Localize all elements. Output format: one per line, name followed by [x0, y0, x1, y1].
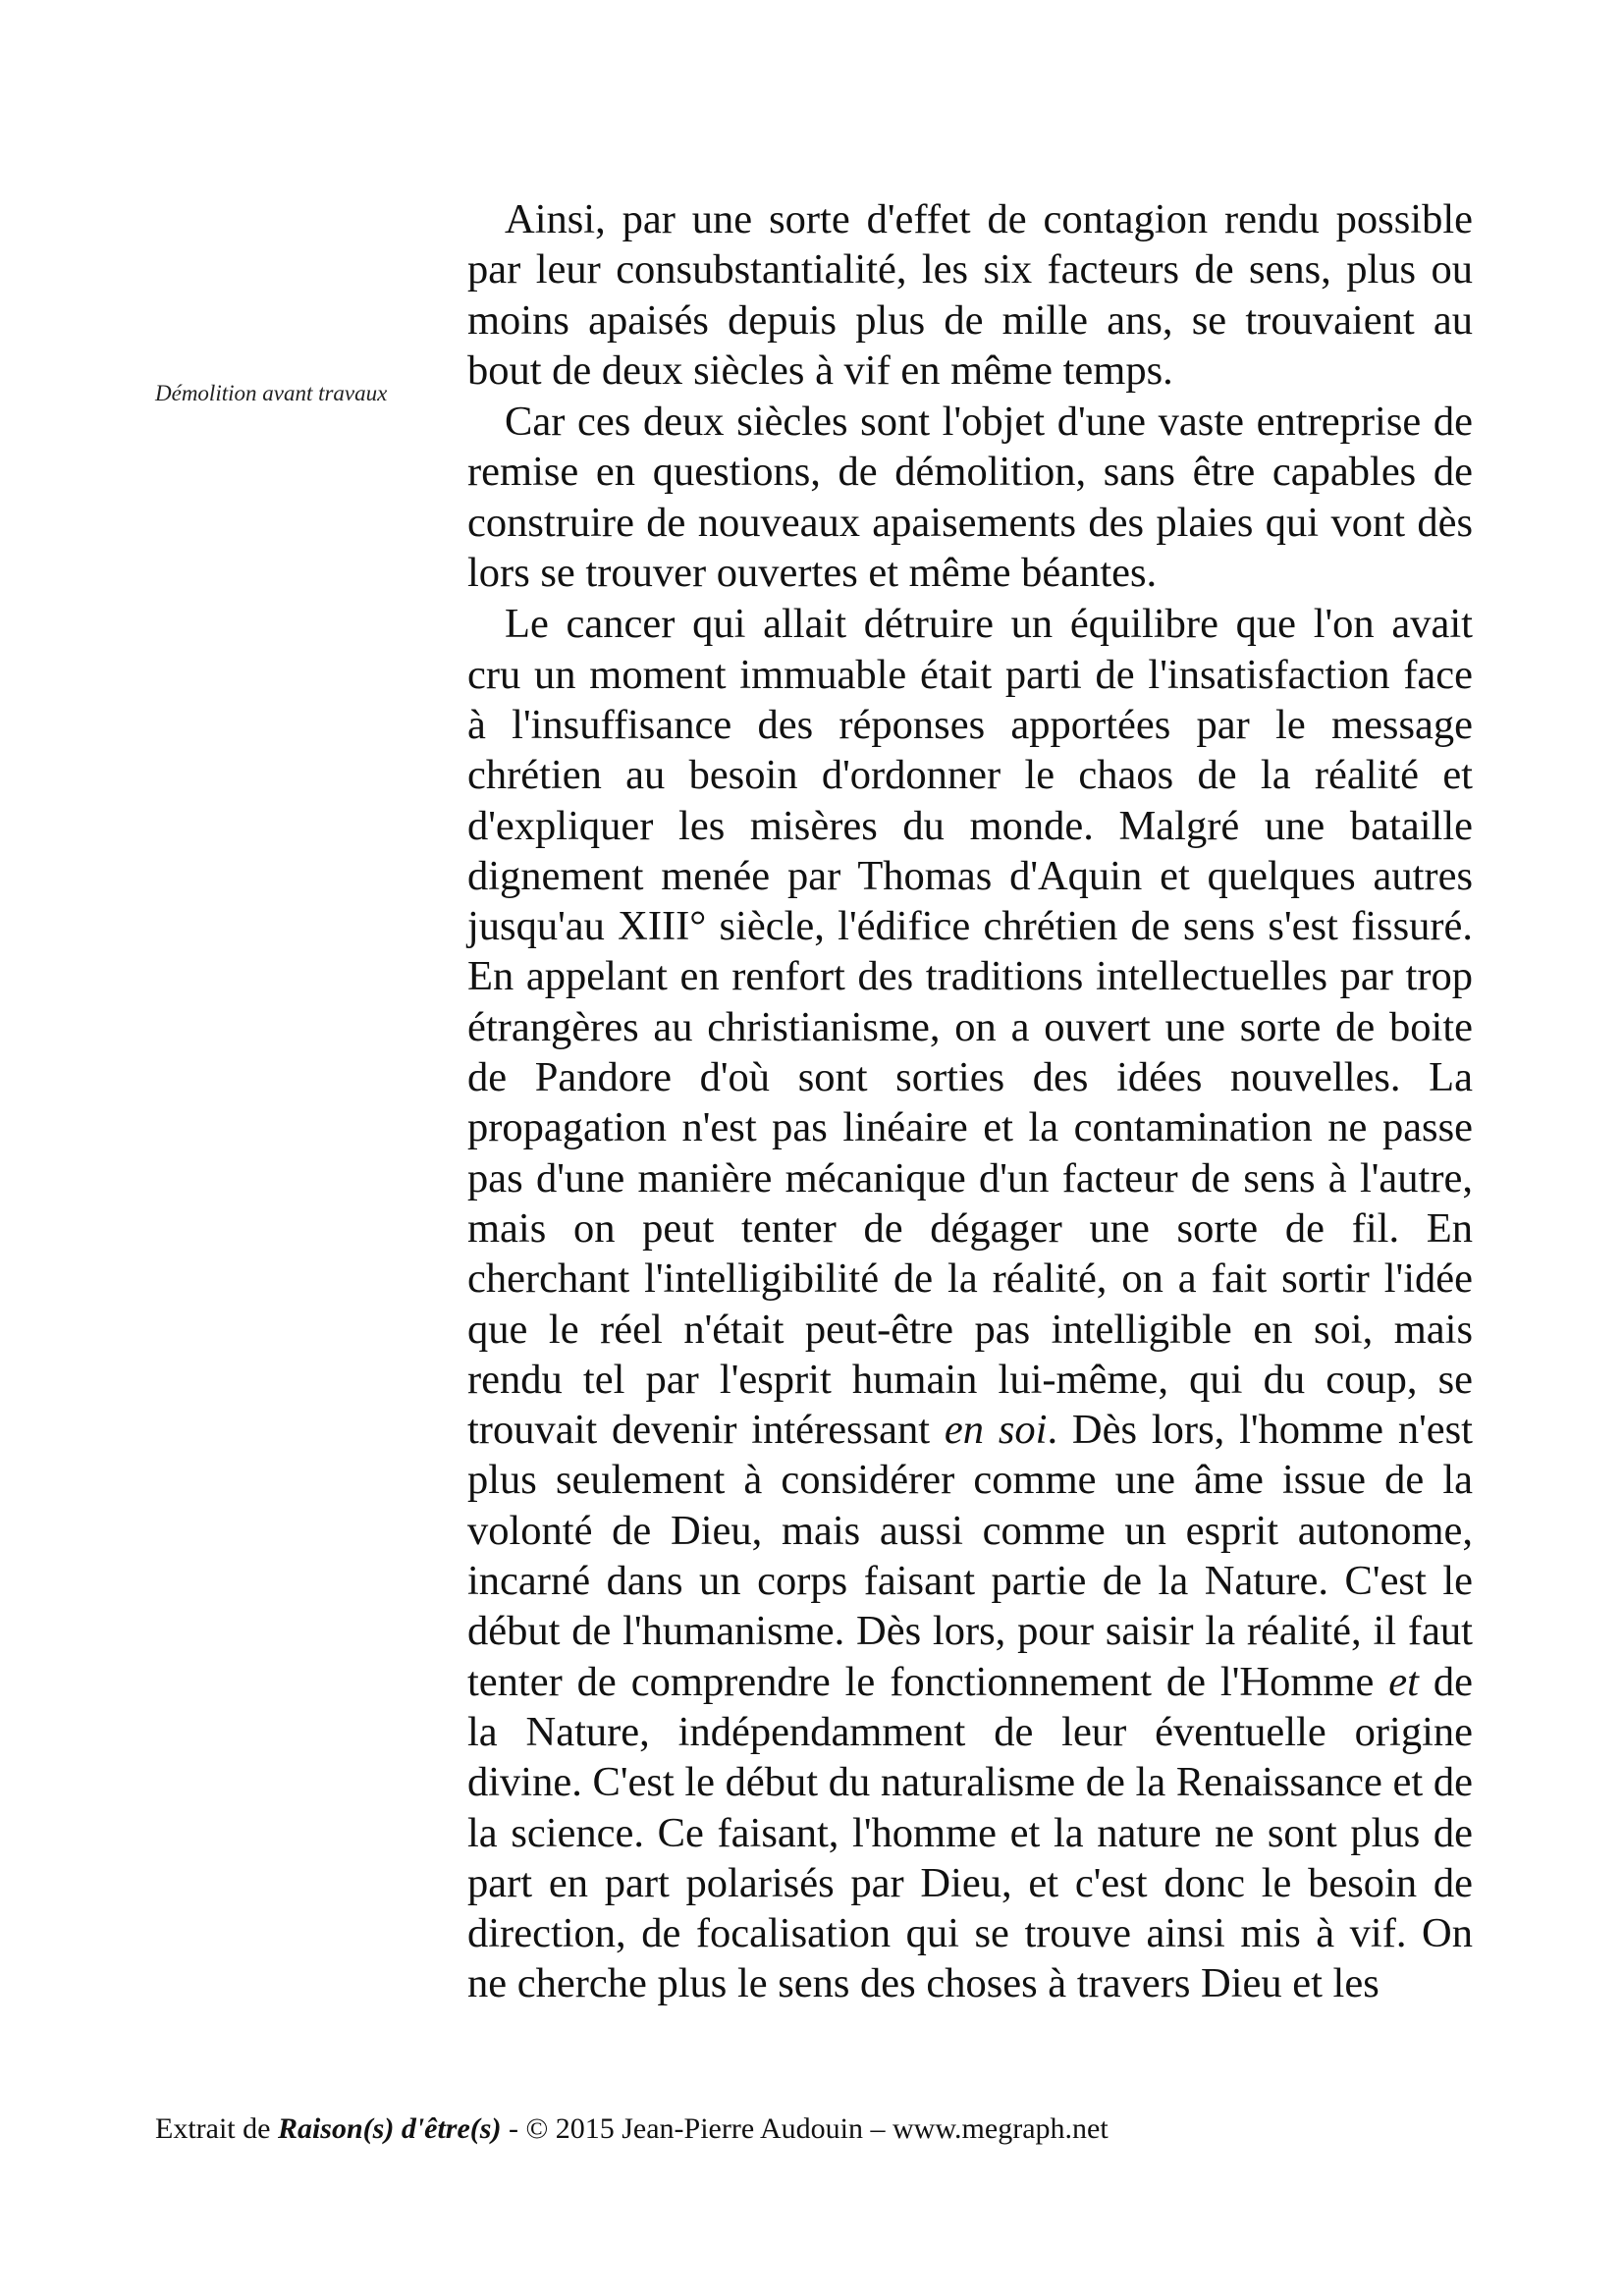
book-title: Raison(s) d'être(s) — [277, 2112, 502, 2145]
paragraph — [467, 397, 1473, 598]
text-segment: Ainsi, par une sorte d'effet de contagion rendu possible par leur consubstantialité, les six facteurs de sens, plus ou moins apaisés depuis plus de mille ans, se trouvaient au bout de deux siècles à vif en même temps. — [467, 196, 1473, 394]
paragraph — [467, 599, 1473, 2008]
margin-note: Démolition avant travaux — [155, 381, 388, 405]
footer-suffix: - © 2015 Jean-Pierre Audouin – www.megraph.net — [501, 2112, 1109, 2145]
text-segment: Car ces deux siècles sont l'objet d'une vaste entreprise de remise en questions, de démolition, sans être capables de construire de nouveaux apaisements des plaies qui vont dès lors se trouver ouvertes et même béantes. — [467, 399, 1473, 597]
italic-emphasis: en soi — [944, 1407, 1048, 1454]
italic-emphasis: et — [1388, 1658, 1419, 1705]
text-segment: Le cancer qui allait détruire un équilibre que l'on avait cru un moment immuable était parti de l'insatisfaction face à l'insuffisance des réponses apportées par le message chrétien au besoin d'ordonner le chaos de la réalité et d'expliquer les misères du monde. Malgré une bataille dignement menée par Thomas d'Aquin et quelques autres jusqu'au XIII° siècle, l'édifice chrétien de sens s'est fissuré. En appelant en renfort des traditions intellectuelles par trop étrangères au christianisme, on a ouvert une sorte de boite de Pandore d'où sont sorties des idées nouvelles. La propagation n'est pas linéaire et la contamination ne passe pas d'une manière mécanique d'un facteur de sens à l'autre, mais on peut tenter de dégager une sorte de fil. En cherchant l'intelligibilité de la réalité, on a fait sortir l'idée que le réel n'était peut-être pas intelligible en soi, mais rendu tel par l'esprit humain lui-même, qui du coup, se trouvait devenir intéressant — [467, 601, 1473, 1454]
body-text — [467, 194, 1473, 2009]
footer-credit — [155, 2112, 1109, 2146]
text-segment: de la Nature, indépendamment de leur éventuelle origine divine. C'est le début du naturalisme de la Renaissance et de la science. Ce faisant, l'homme et la nature ne sont plus de part en part polarisés par Dieu, et c'est donc le besoin de direction, de focalisation qui se trouve ainsi mis à vif. On ne cherche plus le sens des choses à travers Dieu et les — [467, 1658, 1473, 2007]
footer-prefix: Extrait de — [155, 2112, 278, 2145]
paragraph — [467, 194, 1473, 396]
text-segment: . Dès lors, l'homme n'est plus seulement à considérer comme une âme issue de la volonté de Dieu, mais aussi comme un esprit autonome, incarné dans un corps faisant partie de la Nature. C'est le début de l'humanisme. Dès lors, pour saisir la réalité, il faut tenter de comprendre le fonctionnement de l'Homme — [467, 1407, 1473, 1705]
